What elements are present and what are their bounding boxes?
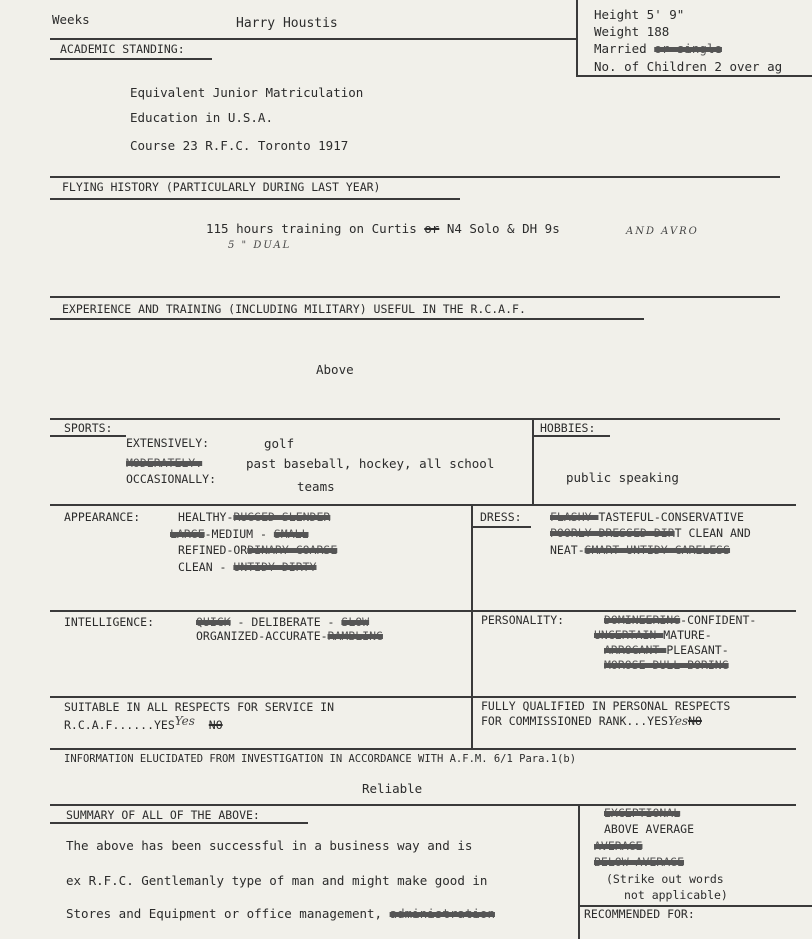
single-struck: or single — [654, 41, 722, 56]
hobbies-value: public speaking — [566, 470, 679, 485]
academic-underline — [50, 58, 212, 60]
qualified-line-1: FULLY QUALIFIED IN PERSONAL RESPECTS — [481, 699, 731, 713]
appearance-struck-4: UNTIDY-DIRTY — [233, 560, 317, 574]
summary-line-2: ex R.F.C. Gentlemanly type of man and might make good in — [66, 873, 488, 888]
personality-struck-1: DOMINEERING — [604, 613, 681, 627]
full-name: Harry Houstis — [236, 16, 338, 31]
divider-appearance — [50, 504, 796, 506]
divider-information — [50, 748, 796, 750]
appearance-healthy: HEALTHY- — [178, 510, 234, 524]
flying-aircraft: N4 Solo & DH 9s — [446, 221, 560, 236]
personality-mature: MATURE- — [663, 628, 712, 642]
summary-struck-administration: administration — [389, 906, 495, 921]
qualified-yes-label: FOR COMMISSIONED RANK...YES — [481, 714, 668, 728]
sports-label: SPORTS: — [64, 421, 113, 435]
dress-line-1 — [550, 510, 744, 524]
summary-line-1: The above has been successful in a business way and is — [66, 838, 473, 853]
hobbies-label: HOBBIES: — [540, 421, 596, 435]
header-box-bottom-border — [576, 75, 812, 77]
sports-moderately-struck: MODERATELY: — [126, 456, 203, 470]
sports-extensively-value: golf — [264, 436, 295, 451]
sports-occasionally-value: teams — [297, 479, 335, 494]
divider-sports — [50, 418, 780, 420]
personality-pleasant: PLEASANT- — [666, 643, 729, 657]
flying-hours: 115 hours training on Curtis — [206, 221, 417, 236]
personality-confident: -CONFIDENT- — [680, 613, 757, 627]
flying-handwritten-2: 5 " DUAL — [228, 240, 292, 251]
rating-above-average: ABOVE AVERAGE — [604, 822, 695, 836]
sports-moderately-value: past baseball, hockey, all school — [246, 456, 495, 471]
rating-struck-average: AVERAGE — [594, 839, 643, 853]
personality-line-2 — [594, 628, 712, 642]
divider-summary — [50, 804, 796, 806]
personality-struck-2: UNCERTAIN- — [594, 628, 664, 642]
dress-clean: T CLEAN AND — [674, 526, 751, 540]
divider-suitable — [50, 696, 796, 698]
intelligence-struck-rambling: RAMBLING — [327, 629, 383, 643]
suitable-handwritten-yes: Yes — [174, 714, 195, 728]
married-field — [594, 41, 722, 56]
rating-struck-below-average: BELOW AVERAGE — [594, 855, 685, 869]
flying-line-1 — [206, 221, 560, 236]
divider-experience — [50, 296, 780, 298]
intelligence-label: INTELLIGENCE: — [64, 615, 155, 629]
appearance-medium: -MEDIUM - — [204, 527, 274, 541]
appearance-refined: REFINED-OR — [178, 543, 248, 557]
experience-label: EXPERIENCE AND TRAINING (INCLUDING MILITARY) USEFUL IN THE R.C.A.F. — [62, 302, 526, 316]
intelligence-line-2 — [196, 629, 383, 643]
appearance-struck-large: LARGE — [170, 527, 205, 541]
dress-line-3 — [550, 543, 730, 557]
summary-rating-divider — [578, 804, 580, 939]
rating-note-line-2: not applicable) — [624, 888, 728, 902]
rating-note-line-1: (Strike out words — [606, 872, 724, 886]
academic-line-1: Equivalent Junior Matriculation — [130, 85, 364, 100]
dress-tasteful: TASTEFUL-CONSERVATIVE — [598, 510, 744, 524]
information-label: INFORMATION ELUCIDATED FROM INVESTIGATION IN ACCORDANCE WITH A.F.M. 6/1 Para.1(b) — [64, 753, 577, 765]
divider-flying — [50, 176, 780, 178]
height-field: Height 5' 9" — [594, 7, 685, 22]
summary-underline — [50, 822, 308, 824]
intelligence-struck-quick: QUICK — [196, 615, 231, 629]
appearance-struck-1: RUGGED-SLENDER — [233, 510, 331, 524]
intelligence-line-1 — [196, 615, 369, 629]
weight-field: Weight 188 — [594, 24, 670, 39]
dress-line-2 — [550, 526, 751, 540]
summary-line-3 — [66, 906, 495, 921]
divider-intelligence — [50, 610, 796, 612]
suitable-struck-no: NO — [208, 718, 223, 732]
appearance-line-2 — [170, 527, 309, 541]
sports-underline — [50, 435, 126, 437]
personality-line-3 — [604, 643, 729, 657]
suitable-line-2 — [64, 714, 223, 732]
personality-label: PERSONALITY: — [481, 613, 565, 627]
appearance-label: APPEARANCE: — [64, 510, 141, 524]
personality-struck-4: MOROSE-DULL-BORING — [604, 658, 729, 672]
dress-underline — [471, 526, 531, 528]
intelligence-organized: ORGANIZED-ACCURATE- — [196, 629, 328, 643]
sports-extensively-label: EXTENSIVELY: — [126, 436, 210, 450]
suitable-line-1: SUITABLE IN ALL RESPECTS FOR SERVICE IN — [64, 700, 335, 714]
appearance-struck-3: DINARY-COARSE — [247, 543, 338, 557]
rating-struck-exceptional: EXCEPTIONAL — [604, 806, 681, 820]
recommended-for-label: RECOMMENDED FOR: — [584, 907, 695, 921]
dress-struck-3: SMART-UNTIDY-CARELESS — [584, 543, 731, 557]
suitable-yes-label: R.C.A.F......YES — [64, 718, 175, 732]
dress-neat: NEAT- — [550, 543, 585, 557]
intelligence-deliberate: - DELIBERATE - — [230, 615, 342, 629]
header-box-left-border — [576, 0, 578, 76]
personality-struck-3: ARROGANT- — [604, 643, 667, 657]
summary-label: SUMMARY OF ALL OF THE ABOVE: — [66, 808, 260, 822]
summary-management: Stores and Equipment or office management, — [66, 906, 383, 921]
academic-line-2: Education in U.S.A. — [130, 110, 273, 125]
children-field: No. of Children 2 over ag — [594, 59, 783, 74]
intelligence-struck-slow: SLOW — [341, 615, 370, 629]
appearance-struck-small: SMALL — [273, 527, 309, 541]
academic-line-3: Course 23 R.F.C. Toronto 1917 — [130, 138, 349, 153]
divider-top — [50, 38, 576, 40]
appearance-line-3 — [178, 543, 337, 557]
qualified-struck-no: NO — [688, 714, 702, 728]
flying-handwritten-1: AND AVRO — [626, 226, 699, 237]
dress-label: DRESS: — [480, 510, 522, 524]
academic-label: ACADEMIC STANDING: — [60, 42, 185, 56]
appearance-dress-divider — [471, 504, 473, 748]
qualified-line-2 — [481, 714, 702, 728]
appearance-clean: CLEAN - — [178, 560, 234, 574]
experience-value: Above — [316, 362, 354, 377]
dress-struck-1: FLASHY- — [550, 510, 599, 524]
dress-struck-2: POORLY DRESSED-DIR — [550, 526, 675, 540]
flying-struck-or: or — [424, 221, 440, 236]
flying-underline — [50, 198, 460, 200]
appearance-line-4 — [178, 560, 316, 574]
qualified-handwritten-yes: Yes — [667, 714, 689, 728]
flying-label: FLYING HISTORY (PARTICULARLY DURING LAST YEAR) — [62, 180, 381, 194]
married-label: Married — [594, 41, 647, 56]
sports-occasionally-label: OCCASIONALLY: — [126, 472, 217, 486]
experience-underline — [50, 318, 644, 320]
surname: Weeks — [52, 12, 90, 27]
sports-hobbies-divider — [532, 418, 534, 504]
hobbies-underline — [532, 435, 610, 437]
appearance-line-1 — [178, 510, 330, 524]
information-value: Reliable — [362, 781, 423, 796]
personality-line-1 — [604, 613, 756, 627]
